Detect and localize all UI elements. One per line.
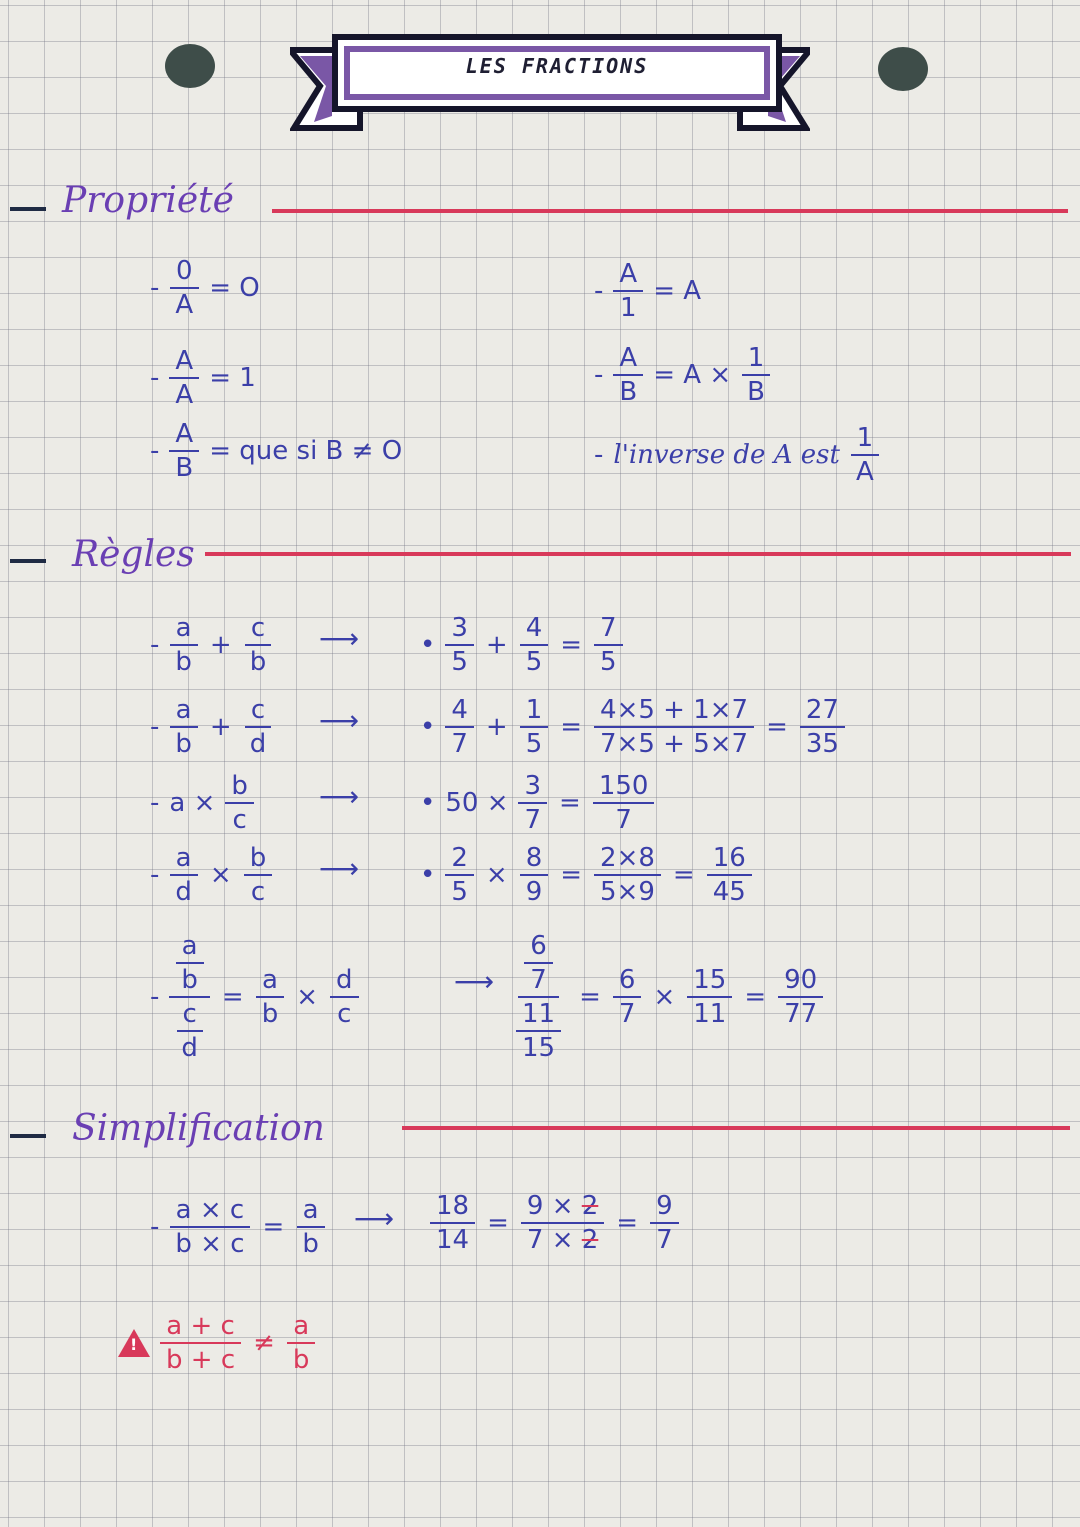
denominator: b — [181, 965, 198, 995]
fraction — [169, 418, 199, 484]
bullet: - — [150, 436, 160, 466]
heading-regles: Règles — [72, 534, 195, 575]
fraction — [175, 930, 204, 996]
property-4 — [594, 258, 701, 324]
denominator — [521, 1224, 604, 1256]
numerator: d — [330, 964, 359, 998]
fraction — [169, 842, 198, 908]
denominator: d — [249, 729, 267, 759]
operator: + — [209, 712, 232, 742]
term: 50 × — [445, 788, 509, 818]
fraction — [520, 842, 549, 908]
property-1 — [150, 255, 260, 321]
property-2 — [150, 345, 256, 411]
bullet: - — [150, 712, 160, 742]
numerator: a — [176, 930, 204, 964]
fraction — [225, 770, 254, 836]
cancelled-factor: 2 — [581, 1191, 599, 1221]
arrow-icon: ⟶ — [454, 965, 495, 998]
equals: = — [672, 860, 695, 890]
equals: = — [744, 982, 767, 1012]
fraction — [518, 770, 547, 836]
fraction — [244, 842, 273, 908]
heading-dash — [10, 559, 46, 563]
simplification-example — [430, 1190, 679, 1256]
numerator: 4×5 + 1×7 — [594, 694, 754, 728]
top-fraction — [169, 930, 210, 998]
rule-2 — [150, 694, 272, 760]
numerator: c — [177, 998, 203, 1032]
fraction — [175, 998, 204, 1064]
numerator: 18 — [430, 1190, 475, 1224]
numerator: 27 — [800, 694, 845, 728]
denominator: 5 — [525, 647, 543, 677]
numerator: 2×8 — [594, 842, 661, 876]
equals: = — [616, 1208, 639, 1238]
property-3 — [150, 418, 402, 484]
fraction — [650, 1190, 679, 1256]
rule-4-example — [420, 842, 752, 908]
arrow-icon: ⟶ — [319, 622, 360, 655]
rule-3 — [150, 770, 254, 836]
not-equal: ≠ — [253, 1328, 275, 1358]
operator: + — [209, 630, 232, 660]
bullet: • — [420, 860, 436, 890]
numerator: A — [613, 258, 643, 292]
numerator: 1 — [851, 422, 880, 456]
denominator: 35 — [805, 729, 839, 759]
fraction — [594, 842, 661, 908]
result: = que si B ≠ O — [209, 436, 403, 466]
operator: × — [209, 860, 232, 890]
denominator: 7 — [530, 965, 547, 995]
fraction — [169, 1194, 250, 1260]
arrow-icon: ⟶ — [319, 780, 360, 813]
denominator: A — [855, 457, 874, 487]
operator: × — [485, 860, 508, 890]
heading-dash — [10, 207, 46, 211]
warning-icon: ! — [118, 1329, 150, 1357]
heading-propriete: Propriété — [62, 180, 234, 221]
numerator: a — [297, 1194, 325, 1228]
denominator: c — [250, 877, 266, 907]
numerator: 7 — [594, 612, 623, 646]
rule-2-example — [420, 694, 845, 760]
punch-hole-right — [878, 47, 928, 91]
numerator: 8 — [520, 842, 549, 876]
fraction — [707, 842, 752, 908]
top-fraction — [518, 930, 559, 998]
equals: = — [262, 1212, 285, 1242]
denominator: 7 — [524, 805, 542, 835]
complex-fraction — [510, 930, 567, 1064]
numerator: 90 — [778, 964, 823, 998]
bullet: - — [594, 276, 604, 306]
denominator: 5 — [451, 647, 468, 677]
result: = O — [209, 273, 260, 303]
inverse-text: l'inverse de A est — [613, 440, 840, 470]
denominator: b — [175, 729, 192, 759]
denominator: b + c — [166, 1345, 236, 1375]
numerator: A — [169, 345, 199, 379]
fraction — [169, 345, 199, 411]
numerator: 3 — [518, 770, 547, 804]
equals: = — [560, 712, 583, 742]
factor: 7 × — [526, 1225, 574, 1255]
fraction — [687, 964, 732, 1030]
banner-box — [332, 34, 782, 112]
equals: = — [559, 788, 581, 818]
fraction — [169, 694, 198, 760]
result: = 1 — [209, 363, 256, 393]
fraction — [594, 694, 754, 760]
denominator: 7 — [615, 805, 632, 835]
numerator: 1 — [742, 342, 771, 376]
numerator: b — [225, 770, 254, 804]
equals: = — [766, 712, 788, 742]
numerator: a — [170, 842, 198, 876]
numerator: c — [245, 612, 271, 646]
fraction — [741, 342, 771, 408]
numerator: 16 — [707, 842, 752, 876]
numerator: A — [169, 418, 199, 452]
bullet: - — [150, 630, 160, 660]
numerator: 6 — [524, 930, 553, 964]
numerator: 3 — [445, 612, 474, 646]
equals: = — [579, 982, 601, 1012]
arrow-icon: ⟶ — [319, 704, 360, 737]
rule-1 — [150, 612, 272, 678]
fraction — [296, 1194, 325, 1260]
denominator: 14 — [436, 1225, 470, 1255]
numerator: a — [256, 964, 284, 998]
punch-hole-left — [165, 44, 215, 88]
title-banner — [290, 28, 810, 138]
bullet: • — [420, 712, 436, 742]
denominator: 7×5 + 5×7 — [600, 729, 749, 759]
denominator: 77 — [784, 999, 818, 1029]
denominator: c — [232, 805, 247, 835]
denominator: b — [175, 647, 192, 677]
section-line — [205, 552, 1071, 556]
property-6 — [594, 422, 880, 488]
term: a × — [169, 788, 216, 818]
equals: = — [560, 860, 583, 890]
numerator: 6 — [613, 964, 642, 998]
equals: = — [560, 630, 583, 660]
rule-5-example — [510, 930, 823, 1064]
section-line — [402, 1126, 1070, 1130]
fraction — [445, 694, 474, 760]
numerator: 11 — [516, 998, 561, 1032]
numerator: 2 — [445, 842, 474, 876]
equals: = — [487, 1208, 509, 1238]
denominator: 45 — [712, 877, 746, 907]
numerator: 4 — [520, 612, 549, 646]
property-5 — [594, 342, 771, 408]
numerator: a + c — [160, 1310, 241, 1344]
result: = A — [653, 276, 702, 306]
denominator: 1 — [620, 293, 637, 323]
denominator: b × c — [175, 1229, 245, 1259]
bullet: - — [594, 440, 604, 470]
heading-dash — [10, 1134, 46, 1138]
heading-simplification: Simplification — [72, 1108, 325, 1149]
numerator: 4 — [445, 694, 474, 728]
fraction — [330, 964, 359, 1030]
numerator: 9 — [650, 1190, 679, 1224]
simplification-rule — [150, 1194, 325, 1260]
bullet: - — [150, 788, 160, 818]
operator: + — [485, 630, 508, 660]
denominator: 7 — [656, 1225, 673, 1255]
warning-note — [118, 1310, 315, 1376]
numerator: A — [613, 342, 643, 376]
fraction — [445, 842, 474, 908]
denominator: 7 — [618, 999, 636, 1029]
arrow-icon: ⟶ — [319, 852, 360, 885]
numerator — [521, 1190, 604, 1224]
rule-4 — [150, 842, 272, 908]
denominator: 5×9 — [600, 877, 655, 907]
rule-5 — [150, 930, 359, 1064]
rule-3-example — [420, 770, 654, 836]
rule-1-example — [420, 612, 623, 678]
numerator: 15 — [687, 964, 732, 998]
fraction — [850, 422, 880, 488]
operator: × — [653, 982, 676, 1012]
fraction — [169, 612, 198, 678]
bullet: - — [150, 1212, 160, 1242]
operator: + — [485, 712, 508, 742]
denominator: d — [181, 1033, 198, 1063]
bullet: • — [420, 630, 436, 660]
cancelled-factor: 2 — [581, 1225, 599, 1255]
denominator: 15 — [522, 1033, 556, 1063]
section-line — [272, 209, 1068, 213]
fraction — [244, 694, 273, 760]
denominator: b — [261, 999, 279, 1029]
complex-fraction — [169, 930, 210, 1064]
fraction — [593, 770, 655, 836]
denominator: A — [175, 380, 194, 410]
fraction — [169, 255, 199, 321]
fraction — [800, 694, 845, 760]
numerator: a — [170, 694, 198, 728]
fraction — [778, 964, 823, 1030]
fraction — [521, 1190, 604, 1256]
denominator: 5 — [600, 647, 617, 677]
bullet: - — [594, 360, 604, 390]
operator: = A × — [653, 360, 732, 390]
denominator: 5 — [525, 729, 543, 759]
numerator: 1 — [520, 694, 549, 728]
bullet: - — [150, 273, 160, 303]
fraction — [613, 342, 643, 408]
equals: = — [221, 982, 244, 1012]
denominator: 11 — [693, 999, 727, 1029]
denominator: 7 — [451, 729, 468, 759]
numerator: a — [287, 1310, 315, 1344]
fraction — [256, 964, 285, 1030]
denominator: d — [175, 877, 192, 907]
fraction — [445, 612, 474, 678]
fraction — [613, 258, 643, 324]
fraction — [613, 964, 642, 1030]
numerator: a × c — [170, 1194, 251, 1228]
fraction — [520, 694, 549, 760]
fraction — [160, 1310, 241, 1376]
fraction — [430, 1190, 475, 1256]
numerator: c — [245, 694, 271, 728]
denominator: b — [302, 1229, 319, 1259]
denominator: B — [747, 377, 765, 407]
fraction — [524, 930, 553, 996]
page-title: LES FRACTIONS — [465, 54, 649, 78]
bottom-fraction — [169, 998, 210, 1064]
denominator: b — [292, 1345, 310, 1375]
bullet: - — [150, 363, 160, 393]
denominator: b — [249, 647, 267, 677]
denominator: B — [175, 453, 194, 483]
fraction — [244, 612, 273, 678]
denominator: 9 — [525, 877, 543, 907]
bullet: - — [150, 982, 160, 1012]
bottom-fraction — [510, 998, 567, 1064]
fraction — [520, 612, 549, 678]
factor: 9 × — [526, 1191, 574, 1221]
fraction — [594, 612, 623, 678]
fraction — [516, 998, 561, 1064]
numerator: a — [170, 612, 198, 646]
numerator: b — [244, 842, 273, 876]
operator: × — [296, 982, 319, 1012]
arrow-icon: ⟶ — [354, 1202, 395, 1235]
denominator: 5 — [451, 877, 468, 907]
denominator: c — [337, 999, 352, 1029]
bullet: • — [420, 788, 436, 818]
numerator: 150 — [593, 770, 655, 804]
denominator: A — [175, 290, 194, 320]
numerator: 0 — [170, 255, 199, 289]
denominator: B — [619, 377, 638, 407]
bullet: - — [150, 860, 160, 890]
fraction — [287, 1310, 316, 1376]
